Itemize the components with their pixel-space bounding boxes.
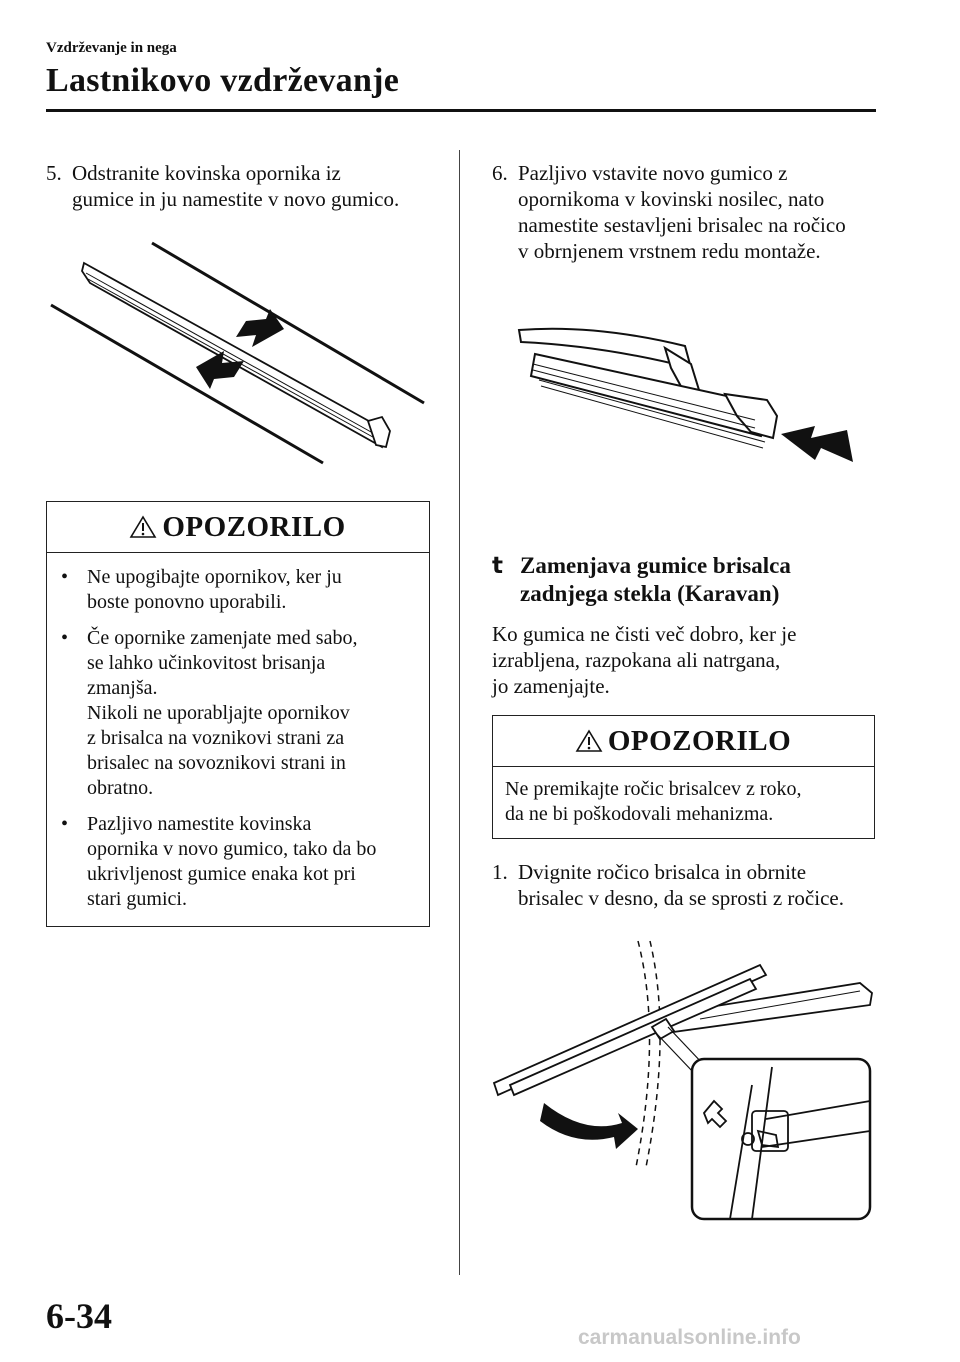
step-1 xyxy=(492,859,892,911)
curved-arrow-icon xyxy=(540,1103,638,1149)
intro-paragraph: Ko gumica ne čisti več dobro, ker je izrabljena, razpokana ali natrgana, jo zamenjajte. xyxy=(492,622,797,698)
page-number: 6-34 xyxy=(46,1296,112,1336)
rotation-path xyxy=(636,941,650,1167)
warning-body: Ne premikajte ročic brisalcev z roko, da ne bi poškodovali mehanizma. xyxy=(505,778,802,825)
step-number: 5. xyxy=(46,161,62,185)
bullet-dot: • xyxy=(61,813,69,835)
step-text: Pazljivo vstavite novo gumico z opornikoma v kovinski nosilec, nato namestite sestavljeni brisalec na ročico v obrnjenem vrstnem redu montaže. xyxy=(518,161,846,263)
step-text: Odstranite kovinska opornika iz gumice in ju namestite v novo gumico. xyxy=(72,161,400,211)
arrow-icon xyxy=(781,426,853,462)
warning-triangle-icon xyxy=(576,729,602,753)
section-label: Vzdrževanje in nega xyxy=(46,40,177,56)
step-number: 6. xyxy=(492,161,508,185)
section-marker: t xyxy=(492,553,503,579)
step-5 xyxy=(46,160,446,212)
warning-body xyxy=(47,553,429,912)
warning-box-right xyxy=(492,715,875,839)
column-divider xyxy=(459,150,460,1275)
warning-header xyxy=(493,716,874,767)
warning-bullet: • Če opornike zamenjate med sabo, se lahko učinkovitost brisanja zmanjša. Nikoli ne uporabljajte opornikov z brisalca na voznikovi strani za brisalec na sovoznikovi strani in obratno. xyxy=(61,627,358,799)
section-subheading: t Zamenjava gumice brisalca zadnjega stekla (Karavan) xyxy=(492,553,791,606)
title-rule xyxy=(46,109,876,112)
warning-bullet: • Ne upogibajte opornikov, ker ju boste ponovno uporabili. xyxy=(61,566,342,613)
page-title: Lastnikovo vzdrževanje xyxy=(46,62,400,99)
wiper-rubber-illustration xyxy=(46,235,446,475)
step-6 xyxy=(492,160,892,264)
step-number: 1. xyxy=(492,860,508,884)
step-text: Dvignite ročico brisalca in obrnite brisalec v desno, da se sprosti z ročice. xyxy=(518,860,844,910)
warning-title: OPOZORILO xyxy=(162,510,346,543)
bullet-dot: • xyxy=(61,566,69,588)
warning-title: OPOZORILO xyxy=(607,724,792,757)
bullet-dot: • xyxy=(61,627,69,649)
warning-bullet: • Pazljivo namestite kovinska opornika v novo gumico, tako da bo ukrivljenost gumice enaka kot pri stari gumici. xyxy=(61,813,377,910)
watermark: carmanualsonline.info xyxy=(578,1326,801,1349)
wiper-blade-illustration xyxy=(515,320,875,490)
warning-triangle-icon xyxy=(130,515,156,539)
warning-header xyxy=(47,502,429,553)
warning-box-left xyxy=(46,501,430,927)
detail-inset xyxy=(692,1059,870,1219)
wiper-arm-release-illustration xyxy=(490,935,880,1225)
